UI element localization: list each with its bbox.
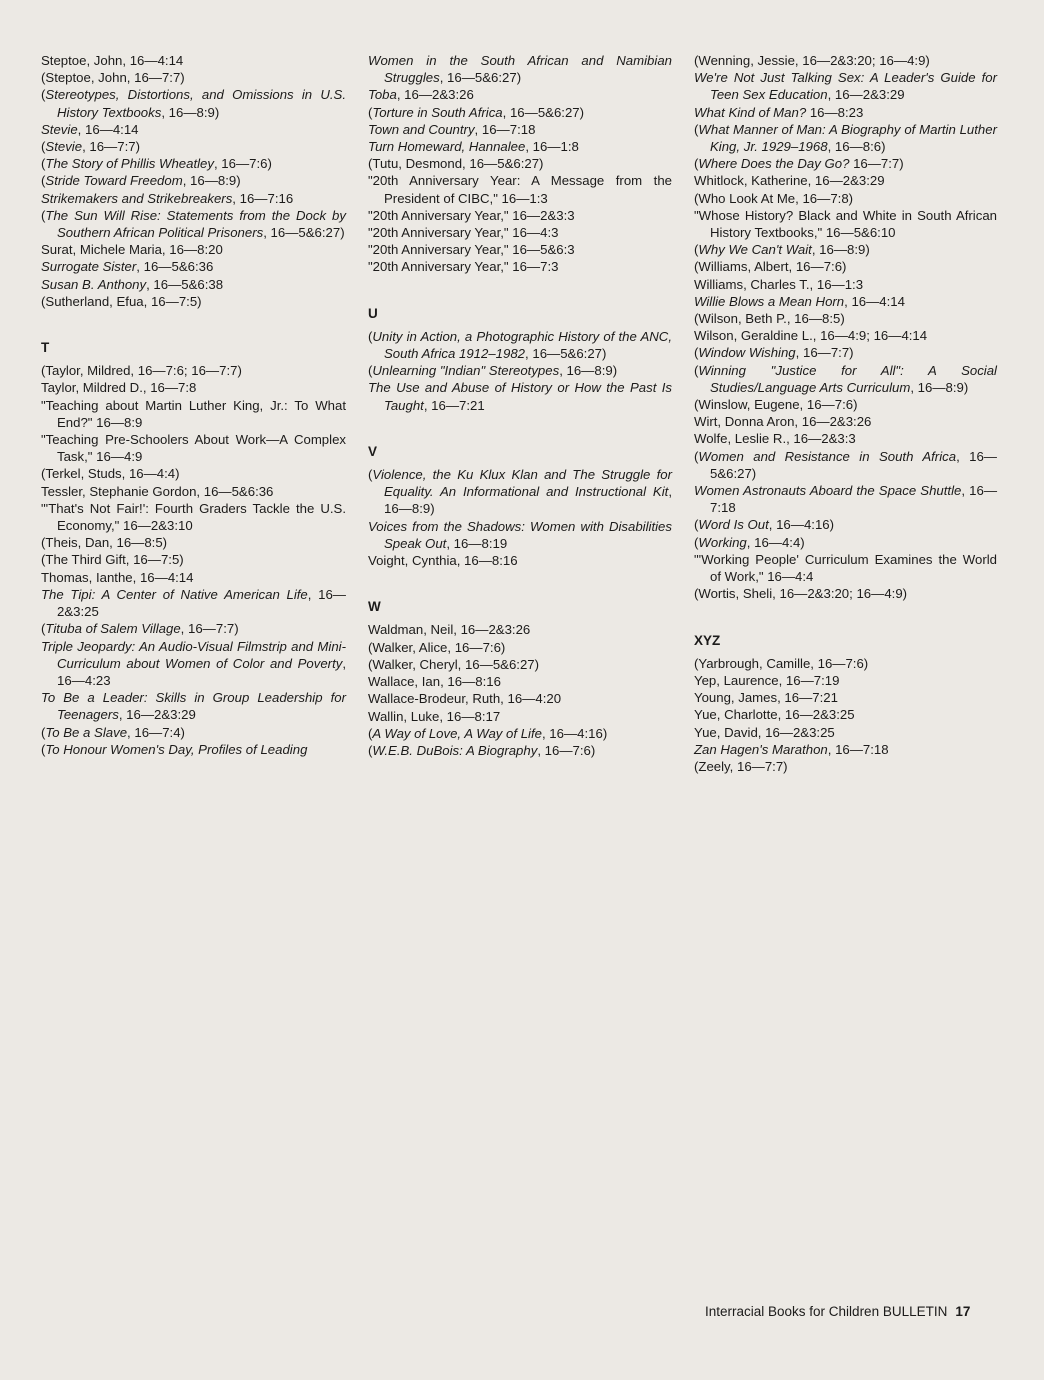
index-entry (41, 379, 346, 396)
index-entry (368, 104, 672, 121)
index-entry (368, 673, 672, 690)
entry-text: , 16—7:7) (180, 621, 239, 637)
index-entry (368, 224, 672, 241)
entry-title-text: Working (698, 534, 747, 550)
index-entry (694, 172, 997, 189)
index-entry (41, 741, 346, 758)
entry-text: "20th Anniversary Year," 16—5&6:3 (368, 242, 575, 258)
entry-text: , 16—8:9) (161, 104, 220, 120)
entry-title-text: The Story of Phillis Wheatley (45, 156, 214, 172)
entry-title-text: Unlearning "Indian" Stereotypes (372, 363, 560, 379)
entry-text: , 16—2&3:25 (57, 586, 346, 620)
entry-text: "Whose History? Black and White in South African History Textbooks," 16—5&6:10 (694, 207, 997, 241)
index-column-3 (694, 52, 997, 775)
index-entry (41, 483, 346, 500)
entry-text: "20th Anniversary Year," 16—7:3 (368, 259, 559, 275)
entry-title-text: Word Is Out (698, 517, 769, 533)
index-entry (41, 207, 346, 241)
entry-title-text: Triple Jeopardy: An Audio-Visual Filmstrip and Mini-Curriculum about Women of Color and Poverty (41, 638, 346, 671)
index-entry (41, 397, 346, 431)
entry-text: , 16—7:6) (537, 742, 596, 758)
entry-title-text: Unity in Action, a Photographic History of the ANC, South Africa 1912–1982 (372, 328, 672, 362)
entry-title-text: Stevie (41, 121, 78, 137)
index-entry (694, 69, 997, 103)
index-entry (368, 207, 672, 224)
index-entry (694, 534, 997, 551)
entry-title-text: Turn Homeward, Hannalee (368, 139, 526, 155)
index-entry (368, 241, 672, 258)
entry-text: ( (368, 725, 373, 741)
entry-text: ( (694, 242, 699, 258)
entry-text: , 16—4:14 (77, 121, 139, 137)
entry-text: Tessler, Stephanie Gordon, 16—5&6:36 (41, 483, 274, 499)
entry-text: "Teaching Pre-Schoolers About Work—A Complex Task," 16—4:9 (41, 432, 346, 465)
section-letter-heading: XYZ (694, 632, 721, 648)
entry-title-text: Voices from the Shadows: Women with Disabilities Speak Out (368, 518, 672, 551)
entry-title-text: Stereotypes, Distortions, and Omissions in U.S. History Textbooks (45, 87, 346, 120)
index-entry (368, 258, 672, 275)
index-entry (41, 172, 346, 189)
index-entry (368, 518, 672, 552)
index-entry (694, 413, 997, 430)
entry-title-text: Violence, the Ku Klux Klan and The Struggle for Equality. An Informational and Instructional Kit (372, 467, 672, 500)
entry-title-text: Stride Toward Freedom (45, 173, 183, 189)
entry-text: (Zeely, 16—7:7) (694, 758, 788, 774)
index-entry (694, 327, 997, 344)
index-entry (41, 155, 346, 172)
index-entry (694, 741, 997, 758)
entry-text: , 16—5&6:27) (263, 225, 345, 241)
index-entry (41, 52, 346, 69)
entry-title-text: Zan Hagen's Marathon (694, 741, 828, 757)
entry-text: "20th Anniversary Year: A Message from the President of CIBC," 16—1:3 (368, 173, 672, 206)
entry-text: , 16—1:8 (525, 139, 579, 155)
entry-text: ( (694, 448, 699, 464)
entry-text: (Walker, Cheryl, 16—5&6:27) (368, 656, 540, 672)
index-entry (41, 638, 346, 690)
entry-text: ( (41, 621, 46, 637)
index-entry (41, 620, 346, 637)
entry-text: Wallace-Brodeur, Ruth, 16—4:20 (368, 691, 562, 707)
entry-text: ( (694, 156, 699, 172)
entry-text: ( (41, 724, 46, 740)
entry-text: , 16—5&6:27) (525, 346, 607, 362)
index-entry (368, 621, 672, 638)
entry-text: , 16—7:6) (213, 156, 272, 172)
entry-text: , 16—8:9) (559, 363, 618, 379)
entry-text: (Sutherland, Efua, 16—7:5) (41, 293, 202, 309)
entry-text: , 16—5&6:38 (146, 276, 224, 292)
index-entry (694, 706, 997, 723)
entry-title-text: Where Does the Day Go? (698, 156, 850, 172)
entry-title-text: Surrogate Sister (41, 259, 137, 275)
entry-text: ( (41, 207, 46, 223)
entry-text: , 16—7:16 (232, 190, 294, 206)
entry-text: , 16—4:14 (844, 293, 905, 309)
entry-text: ( (41, 156, 46, 172)
entry-title-text: Stevie (45, 139, 83, 155)
index-column-2 (368, 52, 672, 759)
entry-title-text: Toba (368, 87, 397, 103)
entry-text: Voight, Cynthia, 16—8:16 (368, 553, 518, 569)
entry-title-text: To Honour Women's Day, Profiles of Leading (45, 741, 308, 757)
entry-text: (Winslow, Eugene, 16—7:6) (694, 397, 858, 413)
entry-text: ( (368, 104, 373, 120)
entry-text: ( (41, 87, 46, 103)
index-entry (694, 276, 997, 293)
entry-text: ( (694, 121, 699, 137)
index-entry (368, 466, 672, 518)
entry-text: , 16—4:23 (57, 655, 346, 688)
entry-text: 16—8:23 (806, 104, 864, 120)
index-entry (368, 172, 672, 206)
index-entry (368, 328, 672, 362)
entry-text: , 16—2&3:29 (118, 707, 196, 723)
index-entry (368, 639, 672, 656)
entry-text: 16—7:7) (849, 156, 904, 172)
entry-text: Wallace, Ian, 16—8:16 (368, 674, 501, 690)
entry-text: , 16—2&3:26 (396, 87, 474, 103)
index-entry (694, 258, 997, 275)
entry-text: (Yarbrough, Camille, 16—7:6) (694, 655, 869, 671)
index-entry (41, 190, 346, 207)
entry-text: Wilson, Geraldine L., 16—4:9; 16—4:14 (694, 328, 928, 344)
entry-text: , 16—4:4) (746, 534, 805, 550)
index-entry (368, 379, 672, 413)
index-column-1 (41, 52, 346, 758)
entry-text: ( (368, 742, 373, 758)
index-entry (41, 276, 346, 293)
entry-text: Steptoe, John, 16—4:14 (41, 53, 184, 68)
index-entry (694, 241, 997, 258)
entry-text: , 16—8:19 (446, 535, 508, 551)
entry-title-text: Tituba of Salem Village (45, 621, 181, 637)
index-entry (41, 465, 346, 482)
entry-text: (Steptoe, John, 16—7:7) (41, 70, 185, 86)
entry-title-text: What Manner of Man: A Biography of Martin Luther King, Jr. 1929–1968 (698, 121, 997, 155)
entry-text: "20th Anniversary Year," 16—4:3 (368, 225, 559, 241)
index-entry (41, 86, 346, 120)
entry-text: ( (694, 517, 699, 533)
entry-text: ( (694, 345, 699, 361)
section-letter-heading: V (368, 443, 378, 459)
entry-text: ( (368, 363, 373, 379)
entry-title-text: We're Not Just Talking Sex: A Leader's Guide for Teen Sex Education (694, 70, 997, 103)
index-entry (694, 362, 997, 396)
index-entry (694, 155, 997, 172)
section-letter-heading: T (41, 340, 50, 356)
entry-title-text: To Be a Slave (45, 724, 128, 740)
entry-text: , 16—8:9) (384, 484, 672, 517)
entry-title-text: To Be a Leader: Skills in Group Leadership for Teenagers (41, 690, 346, 723)
entry-text: "20th Anniversary Year," 16—2&3:3 (368, 207, 575, 223)
index-entry (694, 310, 997, 327)
index-entry (41, 138, 346, 155)
entry-title-text: Winning "Justice for All": A Social Studies/Language Arts Curriculum (698, 362, 997, 395)
index-entry (368, 138, 672, 155)
entry-text: , 16—8:9) (182, 173, 241, 189)
index-entry (41, 724, 346, 741)
page-number: 17 (955, 1304, 971, 1319)
entry-text: , 16—7:7) (795, 345, 854, 361)
entry-text: "'Working People' Curriculum Examines the World of Work," 16—4:4 (694, 551, 997, 585)
index-entry (41, 258, 346, 275)
index-entry (41, 69, 346, 86)
entry-text: (Williams, Albert, 16—7:6) (694, 259, 847, 275)
entry-text: ( (41, 139, 46, 155)
entry-text: , 16—7:18 (710, 483, 998, 516)
index-entry (41, 689, 346, 723)
entry-text: (Terkel, Studs, 16—4:4) (41, 466, 180, 482)
index-entry (41, 586, 346, 620)
index-entry (694, 104, 997, 121)
entry-text: "'That's Not Fair!': Fourth Graders Tackle the U.S. Economy," 16—2&3:10 (41, 500, 346, 534)
entry-title-text: What Kind of Man? (694, 104, 807, 120)
index-entry (368, 656, 672, 673)
index-entry (694, 190, 997, 207)
page-footer (705, 1304, 995, 1319)
index-entry (368, 362, 672, 379)
entry-text: Wirt, Donna Aron, 16—2&3:26 (694, 414, 872, 430)
entry-title-text: Women Astronauts Aboard the Space Shuttle (694, 483, 962, 499)
entry-title-text: Women in the South African and Namibian Struggles (368, 53, 672, 86)
entry-text: Yep, Laurence, 16—7:19 (694, 672, 840, 688)
entry-text: (Wilson, Beth P., 16—8:5) (694, 311, 845, 327)
index-entry (694, 344, 997, 361)
index-entry (368, 155, 672, 172)
index-entry (694, 207, 997, 241)
index-entry (41, 431, 346, 465)
entry-text: "Teaching about Martin Luther King, Jr.: To What End?" 16—8:9 (41, 397, 346, 430)
entry-text: , 16—4:16) (768, 517, 835, 533)
index-entry (694, 758, 997, 775)
entry-title-text: Willie Blows a Mean Horn (694, 293, 845, 309)
entry-title-text: The Use and Abuse of History or How the Past Is Taught (368, 380, 672, 413)
section-letter-heading: U (368, 305, 378, 321)
index-entry (694, 430, 997, 447)
index-entry (368, 121, 672, 138)
entry-text: Yue, David, 16—2&3:25 (694, 724, 835, 740)
entry-title-text: Strikemakers and Strikebreakers (41, 190, 233, 206)
index-entry (368, 52, 672, 86)
entry-text: (Wortis, Sheli, 16—2&3:20; 16—4:9) (694, 586, 908, 602)
entry-title-text: Susan B. Anthony (41, 276, 147, 292)
entry-text: ( (41, 173, 46, 189)
publication-title: Interracial Books for Children BULLETIN (705, 1304, 948, 1319)
index-entry (41, 121, 346, 138)
entry-text: Wallin, Luke, 16—8:17 (368, 708, 501, 724)
entry-text: ( (41, 741, 46, 757)
index-entry (694, 293, 997, 310)
index-entry (694, 396, 997, 413)
entry-text: Surat, Michele Maria, 16—8:20 (41, 242, 223, 258)
index-entry (694, 551, 997, 585)
entry-title-text: The Sun Will Rise: Statements from the Dock by Southern African Political Prisoners (45, 207, 346, 241)
index-entry (41, 241, 346, 258)
entry-text: ( (368, 328, 373, 344)
entry-title-text: A Way of Love, A Way of Life (372, 725, 542, 741)
index-entry (694, 52, 997, 69)
entry-title-text: Window Wishing (698, 345, 796, 361)
index-entry (368, 742, 672, 759)
entry-text: ( (368, 467, 373, 483)
index-entry (694, 689, 997, 706)
entry-text: ( (694, 534, 699, 550)
entry-text: Wolfe, Leslie R., 16—2&3:3 (694, 431, 856, 447)
index-entry (368, 708, 672, 725)
entry-text: , 16—7:18 (827, 741, 889, 757)
index-entry (694, 672, 997, 689)
entry-title-text: Why We Can't Wait (698, 242, 812, 258)
entry-text: Yue, Charlotte, 16—2&3:25 (694, 707, 855, 723)
entry-text: (Theis, Dan, 16—8:5) (41, 535, 168, 551)
section-letter-heading: W (368, 599, 381, 615)
entry-text: , 16—4:16) (541, 725, 608, 741)
index-entry (41, 293, 346, 310)
index-entry (694, 724, 997, 741)
index-entry (368, 725, 672, 742)
entry-title-text: The Tipi: A Center of Native American Life (41, 586, 308, 602)
index-entry (41, 569, 346, 586)
entry-text: (Who Look At Me, 16—7:8) (694, 190, 854, 206)
entry-text: , 16—8:6) (827, 139, 886, 155)
index-entry (41, 362, 346, 379)
entry-text: Thomas, Ianthe, 16—4:14 (41, 569, 194, 585)
index-entry (694, 516, 997, 533)
entry-text: (Wenning, Jessie, 16—2&3:20; 16—4:9) (694, 53, 930, 68)
entry-text: Taylor, Mildred D., 16—7:8 (41, 380, 197, 396)
entry-text: , 16—2&3:29 (827, 87, 905, 103)
index-entry (41, 534, 346, 551)
index-entry (368, 86, 672, 103)
entry-text: Whitlock, Katherine, 16—2&3:29 (694, 173, 885, 189)
index-entry (694, 585, 997, 602)
entry-text: (Taylor, Mildred, 16—7:6; 16—7:7) (41, 363, 242, 379)
entry-text: , 16—8:9) (910, 379, 969, 395)
index-entry (368, 552, 672, 569)
entry-text: , 16—5&6:27) (439, 70, 522, 86)
entry-text: Williams, Charles T., 16—1:3 (694, 276, 864, 292)
entry-text: , 16—5&6:27) (502, 104, 585, 120)
entry-text: ( (694, 362, 699, 378)
entry-text: (The Third Gift, 16—7:5) (41, 552, 184, 568)
index-entry (41, 551, 346, 568)
entry-text: , 16—7:4) (127, 724, 185, 740)
index-entry (694, 121, 997, 155)
index-entry (694, 448, 997, 482)
index-entry (694, 655, 997, 672)
index-entry (41, 500, 346, 534)
entry-title-text: Torture in South Africa (372, 104, 503, 120)
entry-text: , 16—5&6:36 (136, 259, 214, 275)
entry-title-text: W.E.B. DuBois: A Biography (372, 742, 538, 758)
entry-text: Waldman, Neil, 16—2&3:26 (368, 622, 531, 638)
entry-text: , 16—5&6:27) (710, 448, 997, 481)
entry-text: Young, James, 16—7:21 (694, 690, 838, 706)
index-entry (694, 482, 997, 516)
entry-text: , 16—7:18 (474, 121, 536, 137)
entry-text: , 16—8:9) (811, 242, 870, 258)
entry-title-text: Town and Country (368, 121, 475, 137)
entry-text: (Walker, Alice, 16—7:6) (368, 639, 506, 655)
entry-text: , 16—7:7) (82, 139, 140, 155)
entry-text: (Tutu, Desmond, 16—5&6:27) (368, 156, 544, 172)
entry-title-text: Women and Resistance in South Africa (698, 448, 957, 464)
entry-text: , 16—7:21 (423, 397, 485, 413)
index-entry (368, 690, 672, 707)
